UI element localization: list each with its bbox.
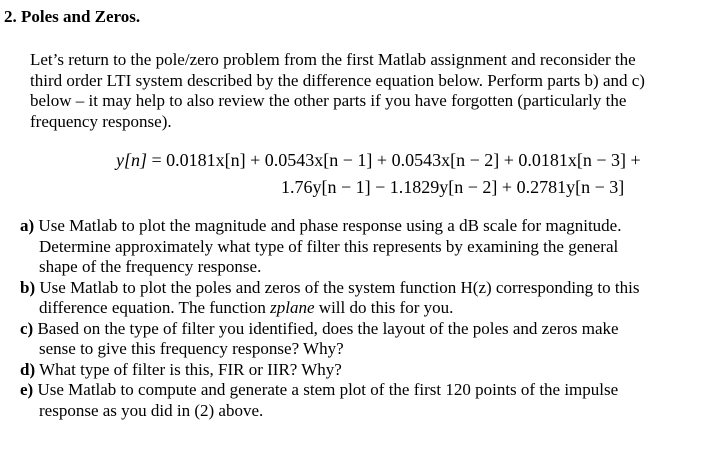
function-name: zplane (270, 298, 315, 317)
question-part-e (20, 380, 700, 421)
part-marker: a) (20, 216, 35, 235)
question-parts-list (20, 216, 700, 421)
intro-line: third order LTI system described by the difference equation below. Perform parts b) and c) (30, 70, 645, 90)
equation-input-terms: = 0.0181x[n] + 0.0543x[n − 1] + 0.0543x[n − 2] + 0.0181x[n − 3] + (147, 150, 641, 170)
question-part-c (20, 319, 700, 360)
part-marker: d) (20, 359, 36, 379)
part-text: shape of the frequency response. (39, 257, 262, 276)
question-part-d (20, 360, 700, 381)
intro-line: below – it may help to also review the other parts if you have forgotten (particularly the (30, 91, 627, 110)
question-part-a (20, 216, 700, 278)
intro-paragraph (30, 50, 698, 132)
part-text: Based on the type of filter you identified, does the layout of the poles and zeros make (33, 318, 619, 338)
part-text: Use Matlab to plot the poles and zeros of the system function H(z) corresponding to this (35, 277, 640, 297)
part-text: will do this for you. (314, 298, 454, 317)
part-text: Use Matlab to compute and generate a stem plot of the first 120 points of the impulse (33, 380, 619, 399)
part-text: sense to give this frequency response? Why? (39, 339, 344, 358)
part-text: difference equation. The function (39, 298, 271, 317)
difference-equation-line-2: 1.76y[n − 1] − 1.1829y[n − 2] + 0.2781y[n − 3] (281, 177, 625, 197)
question-part-b (20, 278, 700, 319)
part-marker: e) (20, 380, 34, 399)
section-heading: 2. Poles and Zeros. (4, 7, 141, 26)
part-text: Use Matlab to plot the magnitude and phase response using a dB scale for magnitude. (34, 216, 622, 235)
intro-line: Let’s return to the pole/zero problem from the first Matlab assignment and reconsider the (30, 50, 636, 69)
part-text: What type of filter is this, FIR or IIR? Why? (35, 359, 342, 379)
part-marker: b) (20, 277, 36, 297)
equation-output-term: y[n] (116, 150, 147, 170)
part-text: response as you did in (2) above. (39, 400, 264, 420)
intro-line: frequency response). (30, 111, 172, 131)
part-text: Determine approximately what type of filter this represents by examining the general (39, 236, 619, 256)
difference-equation-line-1 (116, 149, 641, 171)
part-marker: c) (20, 318, 34, 338)
